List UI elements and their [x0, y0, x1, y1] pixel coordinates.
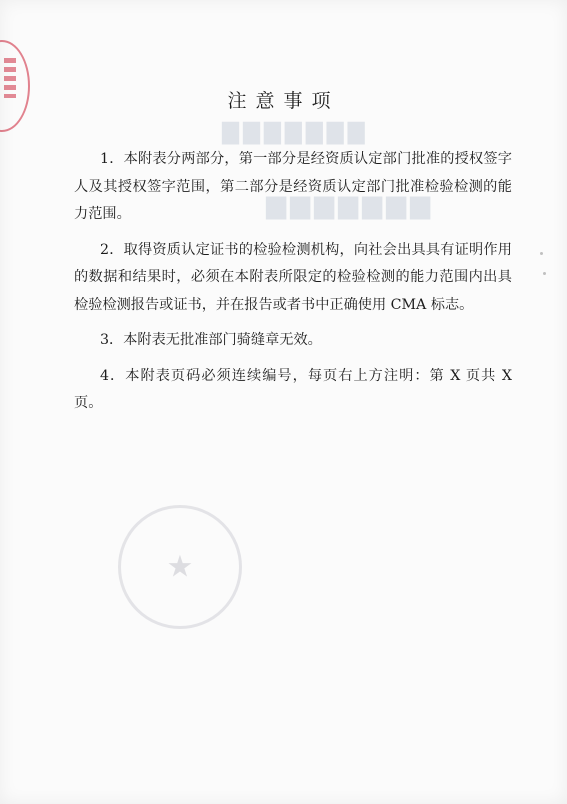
star-icon: ★ — [166, 549, 194, 585]
note-paragraph-1: 1．本附表分两部分，第一部分是经资质认定部门批准的授权签字人及其授权签字范围，第二部分是经资质认定部门批准检验检测的能力范围。 — [74, 151, 512, 222]
scan-speck — [543, 272, 546, 275]
scan-speck — [540, 252, 543, 255]
note-paragraph-4: 4．本附表页码必须连续编号，每页右上方注明：第 X 页共 X 页。 — [74, 367, 512, 411]
page-title: 注意事项 — [227, 90, 340, 112]
bleed-through-text: ▇▇▇▇▇▇▇ — [218, 120, 365, 145]
note-paragraph-2: 2．取得资质认定证书的检验检测机构，向社会出具具有证明作用的数据和结果时，必须在本附表所限定的检验检测的能力范围内出具检验检测报告或证书，并在报告或者书中正确使用 CMA 标志。 — [74, 241, 512, 313]
notes-body — [74, 146, 512, 426]
faint-seal — [118, 505, 242, 629]
bleed-through-text: ▆▆▆▆▆▆▆ — [262, 190, 430, 220]
note-paragraph-3: 3．本附表无批准部门骑缝章无效。 — [100, 332, 322, 348]
